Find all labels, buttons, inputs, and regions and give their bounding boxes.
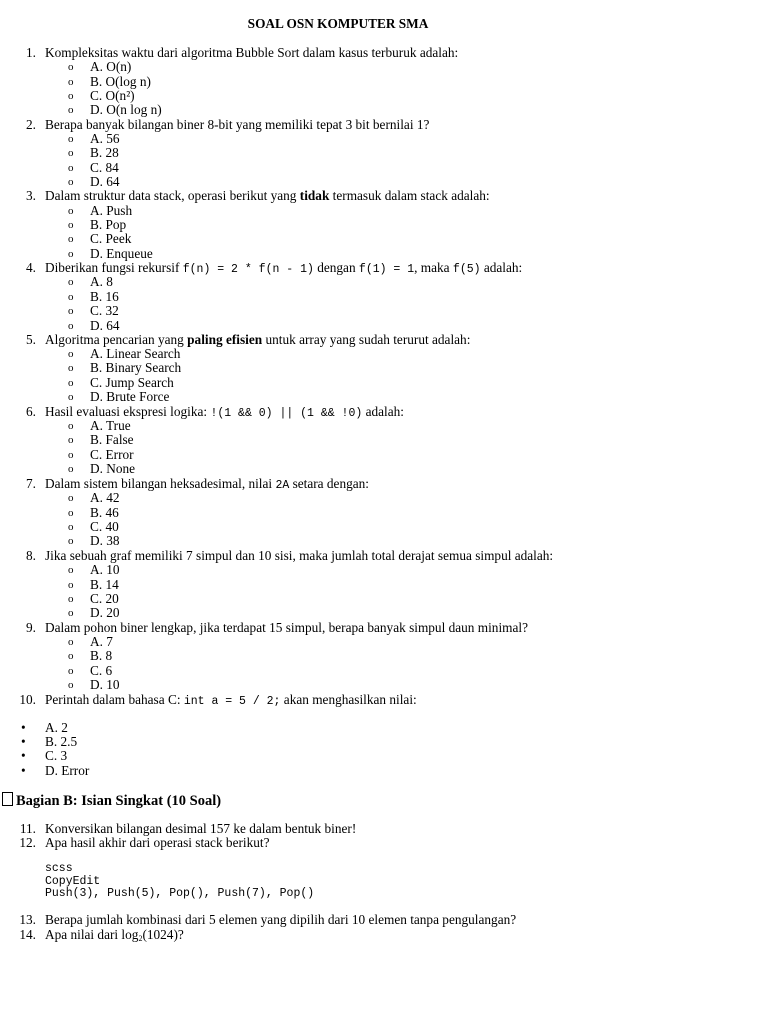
question-number: 9. xyxy=(26,620,36,635)
hollow-bullet-icon: o xyxy=(68,492,74,504)
hollow-bullet-icon: o xyxy=(68,147,74,159)
option-text: D. 20 xyxy=(90,605,120,620)
hollow-bullet-icon: o xyxy=(68,305,74,317)
option-text: A. True xyxy=(90,418,131,433)
option-text: B. 28 xyxy=(90,145,119,160)
option-text: B. 14 xyxy=(90,577,119,592)
hollow-bullet-icon: o xyxy=(68,535,74,547)
code-content: Push(3), Push(5), Pop(), Push(7), Pop() xyxy=(45,887,315,900)
question-number: 7. xyxy=(26,476,36,491)
question-text: Kompleksitas waktu dari algoritma Bubble Sort dalam kasus terburuk adalah: xyxy=(45,45,459,60)
hollow-bullet-icon: o xyxy=(68,248,74,260)
question-number: 5. xyxy=(26,332,36,347)
option-text: D. Error xyxy=(45,763,90,778)
filled-bullet-icon: • xyxy=(21,720,26,735)
option-text: B. Pop xyxy=(90,217,127,232)
hollow-bullet-icon: o xyxy=(68,665,74,677)
option-text: D. O(n log n) xyxy=(90,102,162,117)
hollow-bullet-icon: o xyxy=(68,377,74,389)
question-text: Berapa jumlah kombinasi dari 5 elemen yang dipilih dari 10 elemen tanpa pengulangan? xyxy=(45,912,517,927)
question-number: 2. xyxy=(26,117,36,132)
hollow-bullet-icon: o xyxy=(68,90,74,102)
option-text: A. O(n) xyxy=(90,59,132,74)
hollow-bullet-icon: o xyxy=(68,650,74,662)
page-title: SOAL OSN KOMPUTER SMA xyxy=(247,16,429,31)
hollow-bullet-icon: o xyxy=(68,636,74,648)
hollow-bullet-icon: o xyxy=(68,104,74,116)
hollow-bullet-icon: o xyxy=(68,579,74,591)
option-text: C. 20 xyxy=(90,591,119,606)
hollow-bullet-icon: o xyxy=(68,593,74,605)
question-text: Dalam pohon biner lengkap, jika terdapat 15 simpul, berapa banyak simpul daun minimal? xyxy=(45,620,528,635)
option-text: C. Error xyxy=(90,447,134,462)
option-text: A. 2 xyxy=(45,720,68,735)
question-number: 3. xyxy=(26,188,36,203)
filled-bullet-icon: • xyxy=(21,734,26,749)
option-text: D. 64 xyxy=(90,318,120,333)
hollow-bullet-icon: o xyxy=(68,219,74,231)
question-number: 10. xyxy=(19,692,36,707)
inline-code: 2A xyxy=(275,479,290,492)
question-text: Jika sebuah graf memiliki 7 simpul dan 10 sisi, maka jumlah total derajat semua simpul adalah: xyxy=(45,548,554,563)
copy-edit-label[interactable]: CopyEdit xyxy=(45,874,101,888)
option-text: C. 40 xyxy=(90,519,119,534)
hollow-bullet-icon: o xyxy=(68,320,74,332)
hollow-bullet-icon: o xyxy=(68,607,74,619)
option-text: B. Binary Search xyxy=(90,360,182,375)
question-number: 14. xyxy=(19,927,36,942)
question-number: 6. xyxy=(26,404,36,419)
hollow-bullet-icon: o xyxy=(68,564,74,576)
option-text: A. 8 xyxy=(90,274,113,289)
hollow-bullet-icon: o xyxy=(68,61,74,73)
filled-bullet-icon: • xyxy=(21,748,26,763)
emphasis-text: paling efisien xyxy=(187,332,263,347)
option-text: B. O(log n) xyxy=(90,74,151,89)
subscript: 2 xyxy=(138,934,143,943)
hollow-bullet-icon: o xyxy=(68,463,74,475)
option-text: A. 7 xyxy=(90,634,113,649)
question-number: 12. xyxy=(19,835,36,850)
inline-code: !(1 && 0) || (1 && !0) xyxy=(210,407,363,420)
hollow-bullet-icon: o xyxy=(68,521,74,533)
option-text: A. Linear Search xyxy=(90,346,181,361)
question-text: Hasil evaluasi ekspresi logika: !(1 && 0) || (1 && !0) adalah: xyxy=(45,404,404,420)
question-text: Dalam sistem bilangan heksadesimal, nilai 2A setara dengan: xyxy=(45,476,369,492)
option-text: C. 84 xyxy=(90,160,119,175)
hollow-bullet-icon: o xyxy=(68,507,74,519)
missing-glyph-icon xyxy=(2,792,13,806)
option-text: C. Peek xyxy=(90,231,132,246)
question-text: Perintah dalam bahasa C: int a = 5 / 2; akan menghasilkan nilai: xyxy=(45,692,417,708)
emphasis-text: tidak xyxy=(299,188,330,203)
option-text: A. Push xyxy=(90,203,133,218)
option-text: C. O(n²) xyxy=(90,88,135,103)
option-text: D. Enqueue xyxy=(90,246,153,261)
question-number: 1. xyxy=(26,45,36,60)
option-text: A. 10 xyxy=(90,562,120,577)
question-number: 11. xyxy=(19,821,36,836)
hollow-bullet-icon: o xyxy=(68,348,74,360)
inline-code: int a = 5 / 2; xyxy=(183,695,281,708)
option-text: D. Brute Force xyxy=(90,389,170,404)
question-text: Algoritma pencarian yang paling efisien untuk array yang sudah terurut adalah: xyxy=(45,332,471,347)
question-text: Dalam struktur data stack, operasi berikut yang tidak termasuk dalam stack adalah: xyxy=(45,188,490,203)
question-text: Apa nilai dari $\log_2(1024)$? xyxy=(45,927,184,943)
hollow-bullet-icon: o xyxy=(68,233,74,245)
question-text: Berapa banyak bilangan biner 8-bit yang memiliki tepat 3 bit bernilai 1? xyxy=(45,117,430,132)
question-number: 8. xyxy=(26,548,36,563)
option-text: B. False xyxy=(90,432,134,447)
option-text: A. 42 xyxy=(90,490,120,505)
option-text: B. 2.5 xyxy=(45,734,78,749)
hollow-bullet-icon: o xyxy=(68,176,74,188)
inline-code: f(1) = 1 xyxy=(358,263,415,276)
option-text: B. 8 xyxy=(90,648,113,663)
hollow-bullet-icon: o xyxy=(68,276,74,288)
option-text: D. 10 xyxy=(90,677,120,692)
code-block xyxy=(45,863,314,901)
inline-code: f(n) = 2 * f(n - 1) xyxy=(182,263,314,276)
hollow-bullet-icon: o xyxy=(68,205,74,217)
section-heading xyxy=(2,792,221,808)
hollow-bullet-icon: o xyxy=(68,391,74,403)
hollow-bullet-icon: o xyxy=(68,362,74,374)
hollow-bullet-icon: o xyxy=(68,162,74,174)
option-text: C. 32 xyxy=(90,303,119,318)
option-text: D. 38 xyxy=(90,533,120,548)
question-text: Apa hasil akhir dari operasi stack berikut? xyxy=(45,835,270,850)
question-text: Diberikan fungsi rekursif f(n) = 2 * f(n - 1) dengan f(1) = 1, maka f(5) adalah: xyxy=(45,260,523,276)
hollow-bullet-icon: o xyxy=(68,420,74,432)
option-text: B. 16 xyxy=(90,289,119,304)
option-text: D. 64 xyxy=(90,174,120,189)
option-text: C. 3 xyxy=(45,748,68,763)
hollow-bullet-icon: o xyxy=(68,679,74,691)
section-title: Bagian B: Isian Singkat (10 Soal) xyxy=(16,793,222,809)
filled-bullet-icon: • xyxy=(21,763,26,778)
option-text: B. 46 xyxy=(90,505,119,520)
hollow-bullet-icon: o xyxy=(68,133,74,145)
option-text: C. 6 xyxy=(90,663,113,678)
hollow-bullet-icon: o xyxy=(68,76,74,88)
hollow-bullet-icon: o xyxy=(68,449,74,461)
inline-code: f(5) xyxy=(452,263,481,276)
hollow-bullet-icon: o xyxy=(68,291,74,303)
option-text: D. None xyxy=(90,461,136,476)
question-number: 4. xyxy=(26,260,36,275)
question-text: Konversikan bilangan desimal 157 ke dalam bentuk biner! xyxy=(45,821,357,836)
code-language-label: scss xyxy=(45,862,73,875)
option-text: C. Jump Search xyxy=(90,375,174,390)
option-text: A. 56 xyxy=(90,131,120,146)
question-number: 13. xyxy=(19,912,36,927)
hollow-bullet-icon: o xyxy=(68,434,74,446)
